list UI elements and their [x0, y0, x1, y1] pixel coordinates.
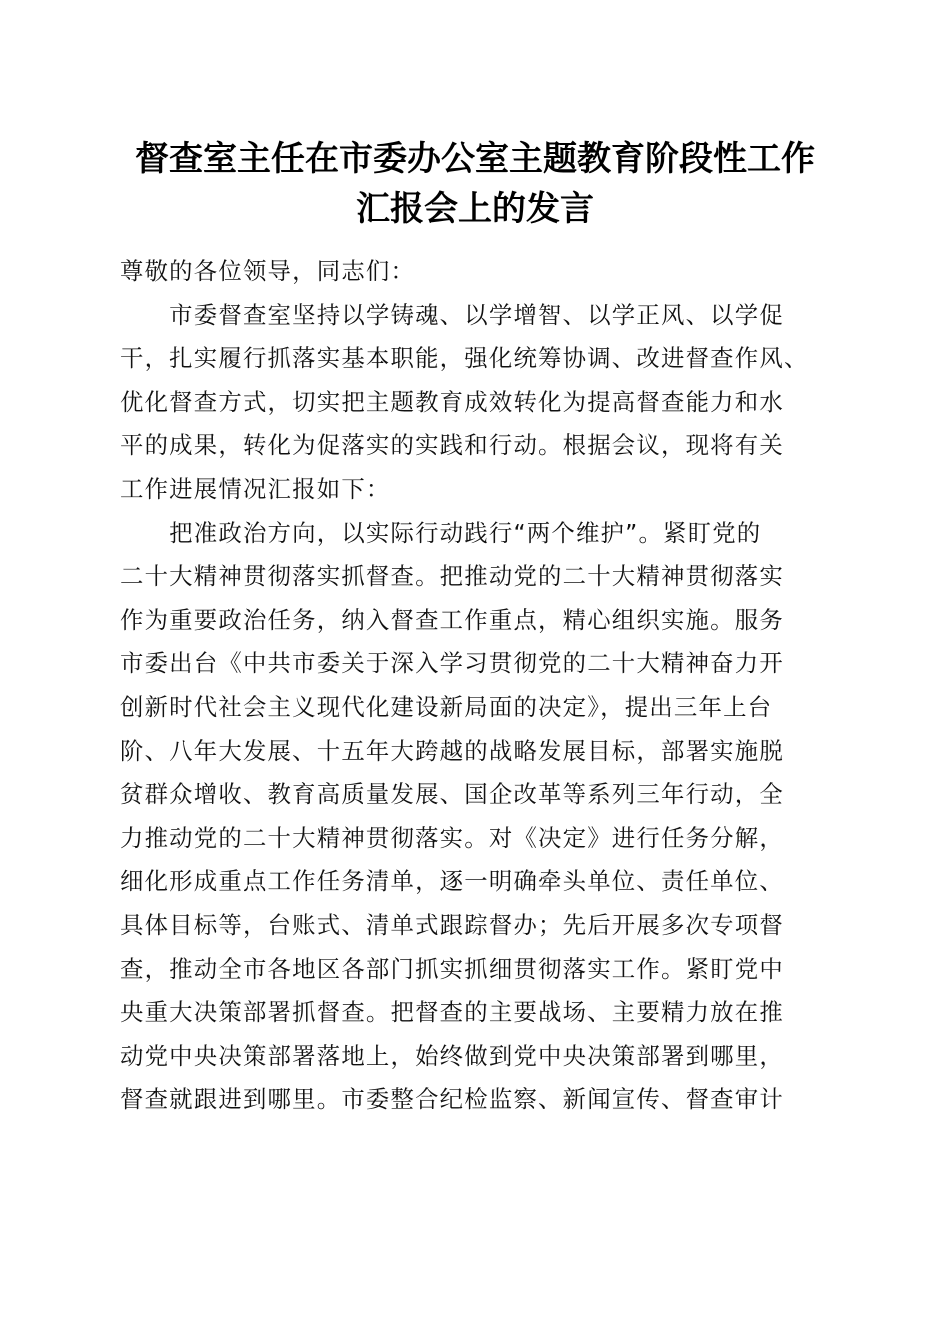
body-line: 市委督查室坚持以学铸魂、以学增智、以学正风、以学促 — [120, 300, 784, 329]
body-line: 查，推动全市各地区各部门抓实抓细贯彻落实工作。紧盯党中 — [120, 954, 784, 983]
body-line: 具体目标等，台账式、清单式跟踪督办；先后开展多次专项督 — [120, 910, 784, 939]
body-line: 工作进展情况汇报如下： — [120, 474, 391, 503]
title-line-2: 汇报会上的发言 — [356, 189, 594, 229]
body-line: 干，扎实履行抓落实基本职能，强化统筹协调、改进督查作风、 — [120, 344, 809, 373]
body-line: 阶、八年大发展、十五年大跨越的战略发展目标，部署实施脱 — [120, 736, 784, 765]
document-title — [100, 134, 850, 234]
body-line: 作为重要政治任务，纳入督查工作重点，精心组织实施。服务 — [120, 605, 784, 634]
salutation-line: 尊敬的各位领导，同志们： — [120, 257, 416, 285]
body-line: 贫群众增收、教育高质量发展、国企改革等系列三年行动，全 — [120, 780, 784, 809]
body-line: 动党中央决策部署落地上，始终做到党中央决策部署到哪里， — [120, 1041, 784, 1070]
document-body — [120, 250, 822, 1122]
body-line: 平的成果，转化为促落实的实践和行动。根据会议，现将有关 — [120, 431, 784, 460]
body-line: 细化形成重点工作任务清单，逐一明确牵头单位、责任单位、 — [120, 867, 784, 896]
body-line: 把准政治方向，以实际行动践行“两个维护”。紧盯党的 — [120, 518, 762, 547]
title-line-1: 督查室主任在市委办公室主题教育阶段性工作 — [135, 139, 815, 179]
body-line: 力推动党的二十大精神贯彻落实。对《决定》进行任务分解， — [120, 823, 784, 852]
body-line: 创新时代社会主义现代化建设新局面的决定》，提出三年上台 — [120, 692, 773, 721]
body-line: 督查就跟进到哪里。市委整合纪检监察、新闻宣传、督查审计 — [120, 1085, 784, 1114]
body-line: 二十大精神贯彻落实抓督查。把推动党的二十大精神贯彻落实 — [120, 562, 784, 591]
body-line: 优化督查方式，切实把主题教育成效转化为提高督查能力和水 — [120, 387, 784, 416]
body-line: 央重大决策部署抓督查。把督查的主要战场、主要精力放在推 — [120, 998, 784, 1027]
body-line: 市委出台《中共市委关于深入学习贯彻党的二十大精神奋力开 — [120, 649, 784, 678]
